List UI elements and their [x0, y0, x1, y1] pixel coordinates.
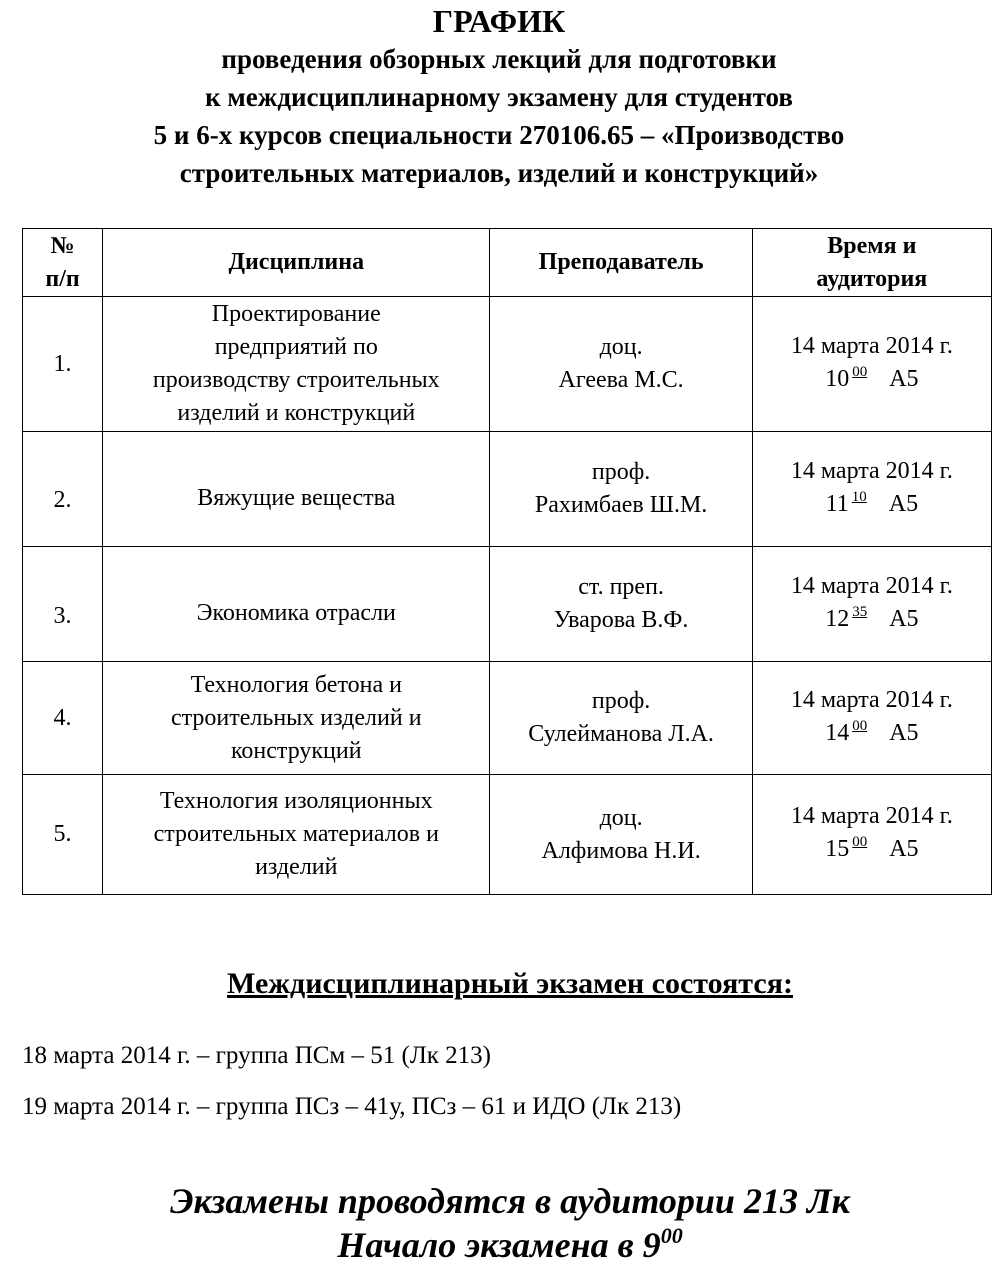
table-row — [23, 775, 992, 895]
lecture-room: А5 — [889, 605, 919, 632]
row-discipline — [103, 662, 490, 775]
teacher-title: ст. преп. — [578, 574, 664, 600]
subtitle-line-1: проведения обзорных лекций для подготовки — [221, 44, 777, 74]
discipline-line: производству строительных — [152, 367, 440, 393]
header-time-line1: Время и — [827, 232, 917, 259]
row-number: 1. — [23, 297, 103, 432]
discipline-line: Проектирование — [211, 301, 381, 327]
lecture-minutes: 00 — [852, 717, 868, 734]
row-number: 4. — [23, 662, 103, 775]
row-time — [752, 775, 991, 895]
discipline-line: строительных изделий и — [170, 704, 422, 731]
teacher-name: Уварова В.Ф. — [553, 607, 689, 633]
discipline-line: Технология изоляционных — [159, 788, 433, 814]
header-time-line2: аудитория — [816, 265, 928, 292]
exam-date-line-2: 19 марта 2014 г. – группа ПСз – 41у, ПСз – 61 и ИДО (Лк 213) — [22, 1093, 682, 1120]
lecture-minutes: 00 — [852, 834, 868, 850]
table-row — [23, 662, 992, 775]
discipline-line: изделий — [255, 854, 338, 880]
lecture-date: 14 марта 2014 г. — [790, 572, 953, 599]
discipline-line: Вяжущие вещества — [197, 484, 396, 511]
lecture-date: 14 марта 2014 г. — [790, 803, 953, 829]
footer-start-time — [0, 1224, 998, 1271]
table-row — [23, 547, 992, 662]
lecture-time — [757, 488, 987, 524]
footer-start-minutes: 00 — [660, 1223, 683, 1248]
discipline-line: предприятий по — [214, 334, 378, 360]
lecture-hour: 12 — [825, 605, 850, 632]
row-time — [752, 547, 991, 662]
lecture-hour: 15 — [825, 836, 850, 862]
discipline-line: строительных материалов и — [153, 821, 439, 847]
lecture-minutes: 10 — [851, 488, 867, 505]
header-num-line2: п/п — [45, 265, 80, 292]
discipline-line: Экономика отрасли — [196, 599, 396, 626]
lecture-room: А5 — [889, 365, 919, 392]
table-row — [23, 297, 992, 432]
row-discipline — [103, 297, 490, 432]
row-teacher — [490, 432, 752, 547]
teacher-title: проф. — [591, 688, 651, 714]
teacher-name: Агеева М.С. — [558, 367, 684, 393]
exam-heading: Междисциплинарный экзамен состоятся: — [227, 967, 793, 1000]
lecture-time — [757, 717, 987, 753]
lecture-room: А5 — [888, 490, 919, 517]
lecture-room: А5 — [889, 836, 919, 862]
teacher-title: доц. — [599, 334, 643, 360]
exam-date-line-1: 18 марта 2014 г. – группа ПСм – 51 (Лк 213) — [22, 1042, 492, 1069]
footer-start-text: Начало экзамена в 9 — [337, 1225, 661, 1265]
row-teacher — [490, 775, 752, 895]
row-discipline — [103, 547, 490, 662]
discipline-line: Технология бетона и — [190, 671, 402, 698]
header-time — [752, 229, 991, 297]
row-number: 3. — [23, 547, 103, 662]
lecture-room: А5 — [889, 719, 919, 746]
discipline-line: изделий и конструкций — [177, 400, 416, 426]
row-discipline — [103, 432, 490, 547]
page-title: ГРАФИК — [432, 3, 566, 39]
footer-room-note: Экзамены проводятся в аудитории 213 Лк — [170, 1181, 850, 1221]
lecture-date: 14 марта 2014 г. — [790, 332, 953, 359]
row-time — [752, 432, 991, 547]
lecture-date: 14 марта 2014 г. — [790, 686, 953, 713]
row-teacher — [490, 297, 752, 432]
subtitle-line-3: 5 и 6-х курсов специальности 270106.65 – «Производство — [153, 120, 845, 150]
teacher-name: Сулейманова Л.А. — [528, 721, 714, 747]
subtitle-line-4: строительных материалов, изделий и конструкций» — [179, 158, 819, 188]
row-teacher — [490, 547, 752, 662]
header-teacher: Преподаватель — [490, 229, 752, 297]
lecture-hour: 11 — [825, 490, 849, 517]
lecture-time — [757, 833, 987, 869]
discipline-line: конструкций — [230, 737, 362, 764]
row-number: 2. — [23, 432, 103, 547]
teacher-title: доц. — [599, 804, 643, 831]
teacher-name: Рахимбаев Ш.М. — [534, 492, 708, 518]
lecture-hour: 10 — [825, 365, 850, 392]
header-num-line1: № — [50, 232, 75, 259]
lecture-date: 14 марта 2014 г. — [790, 457, 953, 484]
header-discipline: Дисциплина — [103, 229, 490, 297]
lecture-hour: 14 — [825, 719, 850, 746]
row-discipline — [103, 775, 490, 895]
header-num — [23, 229, 103, 297]
schedule-table — [22, 228, 992, 895]
lecture-time — [757, 363, 987, 399]
lecture-minutes: 35 — [852, 603, 868, 620]
table-row — [23, 432, 992, 547]
lecture-time — [757, 603, 987, 639]
teacher-title: проф. — [591, 459, 651, 485]
row-teacher — [490, 662, 752, 775]
row-time — [752, 297, 991, 432]
teacher-name: Алфимова Н.И. — [541, 837, 701, 864]
row-number: 5. — [23, 775, 103, 895]
lecture-minutes: 00 — [852, 363, 868, 380]
table-header-row — [23, 229, 992, 297]
document-header — [0, 0, 998, 192]
row-time — [752, 662, 991, 775]
subtitle-line-2: к междисциплинарному экзамену для студентов — [205, 82, 793, 112]
